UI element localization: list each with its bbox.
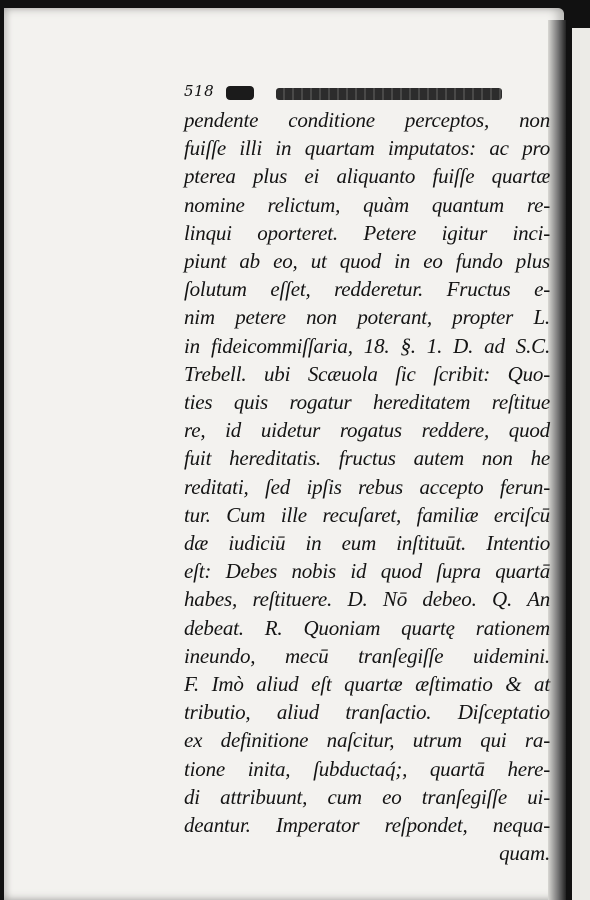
page-header [184, 82, 502, 106]
text-line: eſt: Debes nobis id quod ſupra quartā [184, 559, 550, 584]
text-line: pendente conditione perceptos, non [184, 108, 550, 132]
page-gutter-shadow [548, 20, 566, 900]
text-line: habes, reſtituere. D. Nō debeo. Q. An [184, 587, 550, 612]
text-line: piunt ab eo, ut quod in eo fundo plus [184, 249, 550, 274]
text-line: di attribuunt, cum eo tranſegiſſe ui- [184, 784, 550, 809]
text-line: deantur. Imperator reſpondet, nequa- [184, 813, 550, 838]
text-line: ſolutum eſſet, redderetur. Fructus e- [184, 277, 550, 302]
text-line: in fideicommiſſaria, 18. §. 1. D. ad S.C. [184, 333, 550, 358]
text-line: F. Imò aliud eſt quartæ æſtimatio & at [184, 672, 550, 697]
text-line: debeat. R. Quoniam quartę rationem [184, 615, 550, 640]
text-line: tributio, aliud tranſactio. Diſceptatio [184, 700, 550, 725]
text-line: linqui oporteret. Petere igitur inci- [184, 220, 550, 245]
text-line: ineundo, mecū tranſegiſſe uidemini. [184, 643, 550, 668]
running-head-redacted [276, 88, 502, 100]
text-line-catchword: quam. [499, 841, 550, 866]
text-line: pterea plus ei aliquanto fuiſſe quartæ [184, 164, 550, 189]
text-line: ex definitione naſcitur, utrum qui ra- [184, 728, 550, 753]
text-line: re, id uidetur rogatus reddere, quod [184, 418, 550, 443]
redaction-mark [226, 86, 254, 100]
adjacent-page-strip [572, 28, 590, 900]
text-line: dæ iudiciū in eum inſtituūt. Intentio [184, 531, 550, 556]
text-line: nomine relictum, quàm quantum re- [184, 192, 550, 217]
text-line: Trebell. ubi Scæuola ſic ſcribit: Quo- [184, 361, 550, 386]
text-line: fuiſſe illi in quartam imputatos: ac pro [184, 136, 550, 161]
text-line: tione inita, ſubductaq́;, quartā here- [184, 756, 550, 781]
text-line: tur. Cum ille recuſaret, familiæ erciſcū [184, 502, 550, 527]
text-line: fuit hereditatis. fructus autem non he [184, 446, 550, 471]
text-line: nim petere non poterant, propter L. [184, 305, 550, 330]
text-line: reditati, ſed ipſis rebus accepto ferun- [184, 474, 550, 499]
text-line: ties quis rogatur hereditatem reſtitue [184, 390, 550, 415]
body-text [184, 106, 550, 867]
page-number: 518 [184, 82, 215, 100]
